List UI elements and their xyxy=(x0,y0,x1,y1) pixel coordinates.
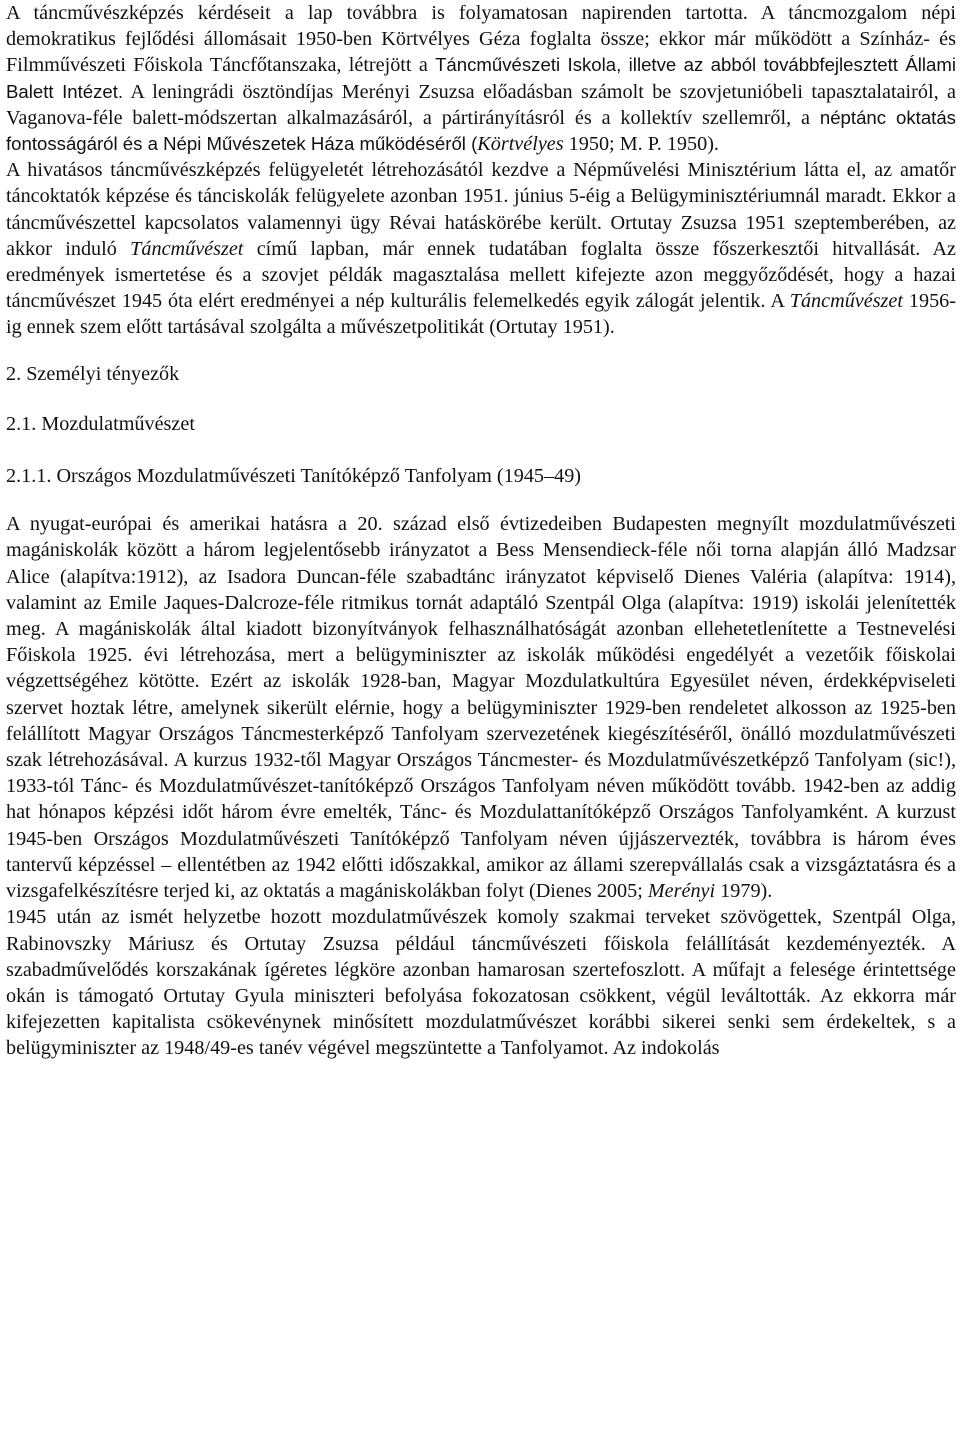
movement-art-text-a: A nyugat-európai és amerikai hatásra a 20. század első évtizedeiben Budapesten megnyílt mozdulatművészeti magániskolák között a három legjelentősebb irányzatot a Bess Mensendieck-féle női torna alapján álló Madzsar Alice (alapítva:1912), az Isadora Duncan-féle szabadtánc irányzatot képviselő Dienes Valéria (alapítva: 1914), valamint az Emile Jaques-Dalcroze-féle ritmikus tornát adaptáló Szentpál Olga (alapítva: 1919) iskolái jelenítették meg. A magániskolák által kiadott bizonyítványok felhasználhatóságát azonban ellehetetlenítette a Testnevelési Főiskola 1925. évi létrehozása, mert a belügyminiszter az iskolák működési engedélyét a vezetőik főiskolai végzettségéhez kötötte. Ezért az iskolák 1928-ban, Magyar Mozdulatkultúra Egyesület néven, érdekképviseleti szervet hoztak létre, amelynek sikerült elérnie, hogy a belügyminiszter 1929-ben rendeletet alkosson az 1925-ben felállított Magyar Országos Táncmesterképző Tanfolyam szervezetének kiegészítéséről, önálló mozdulatművészeti szak létrehozásával. A kurzus 1932-től Magyar Országos Táncmester- és Mozdulatművészetképző Tanfolyam (sic!), 1933-tól Tánc- és Mozdulatművészet-tanítóképző Országos Tanfolyam néven működött tovább. 1942-ben az addig hat hónapos képzési időt három évre emelték, Tánc- és Mozdulattanítóképző Országos Tanfolyamként. A kurzust 1945-ben Országos Mozdulatművészeti Tanítóképző Tanfolyam néven újjászervezték, továbbra is három éves tantervű képzéssel – ellentétben az 1942 előtti időszakkal, amikor az állami szerepvállalás csak a vizsgáztatásra és a vizsgafelkészítésre terjed ki, az oktatás a magániskolákban folyt (Dienes 2005; xyxy=(6,513,956,903)
heading-section-2-1-1: 2.1.1. Országos Mozdulatművészeti Tanítóképző Tanfolyam (1945–49) xyxy=(6,465,582,488)
intro-citation-tail: 1950; M. P. 1950). xyxy=(563,133,719,156)
paragraph-intro xyxy=(6,0,956,157)
supervision-text-c: 1956-ig ennek szem előtt tartásával szolgálta a művészetpolitikát (Ortutay 1951). xyxy=(6,290,956,339)
journal-title-2: Táncművészet xyxy=(789,290,903,313)
heading-section-2-1: 2.1. Mozdulatművészet xyxy=(6,412,195,435)
intro-citation-author: Körtvélyes xyxy=(477,133,564,156)
intro-text-sans: Táncművészeti Iskola, illetve az abból továbbfejlesztett Állami Balett Intézet. xyxy=(6,54,956,102)
document-page xyxy=(6,0,956,1062)
heading-section-2: 2. Személyi tényezők xyxy=(6,362,180,385)
paragraph-movement-art xyxy=(6,511,956,904)
paragraph-supervision xyxy=(6,157,956,340)
movement-art-text-b: 1979). xyxy=(715,880,773,903)
supervision-text-a: A hivatásos táncművészképzés felügyeletét létrehozásától kezdve a Népművelési Minisztérium látta el, az amatőr táncoktatók képzése és tánciskolák felügyelete azonban 1951. június 5-éig a Belügyminisztériumnál maradt. Ekkor a táncművészettel kapcsolatos valamennyi ügy Révai hatáskörébe került. Ortutay Zsuzsa 1951 szeptemberében, az akkor induló xyxy=(6,159,956,260)
intro-text-sans-2: néptánc oktatás fontosságáról és a Népi Művészetek Háza működéséről ( xyxy=(6,106,956,155)
supervision-text-b: című lapban, már ennek tudatában foglalta össze főszerkesztői hitvallását. Az eredmények ismertetése és a szovjet példák magasztalása mellett kifejezte azon meggyőződését, hogy a hazai táncművészet 1945 óta elért eredményei a nép kulturális felemelkedés egyik zálogát jelentik. A xyxy=(6,237,956,313)
intro-text-1: A táncművészképzés kérdéseit a lap továbbra is folyamatosan napirenden tartotta. A táncmozgalom népi demokratikus fejlődési állomásait 1950-ben Körtvélyes Géza foglalta össze; ekkor már működött a Színház- és Filmművészeti Főiskola Táncfőtanszaka, létrejött a xyxy=(6,2,956,77)
journal-title: Táncművészet xyxy=(130,237,244,260)
paragraph-after-1945: 1945 után az ismét helyzetbe hozott mozdulatművészek komoly szakmai terveket szövögettek, Szentpál Olga, Rabinovszky Máriusz és Ortutay Zsuzsa például táncművészeti főiskola felállítását kezdeményezték. A szabadművelődés korszakának ígéretes légköre azonban hamarosan szertefoszlott. A műfajt a felesége érintettsége okán is támogató Ortutay Gyula miniszteri befolyása fokozatosan csökkent, végül leváltották. Az ekkorra már kifejezetten kapitalista csökevénynek minősített mozdulatművészet korábbi sikerei senki sem érdekeltek, s a belügyminiszter az 1948/49-es tanév végével megszüntette a Tanfolyamot. Az indokolás xyxy=(6,906,956,1060)
intro-text-2: A leningrádi ösztöndíjas Merényi Zsuzsa előadásban számolt be szovjetunióbeli tapasztalatairól, a Vaganova-féle balett-módszertan alkalmazásáról, a pártirányításról és a kollektív szellemről, a xyxy=(6,80,957,129)
citation-author: Merényi xyxy=(647,880,716,903)
